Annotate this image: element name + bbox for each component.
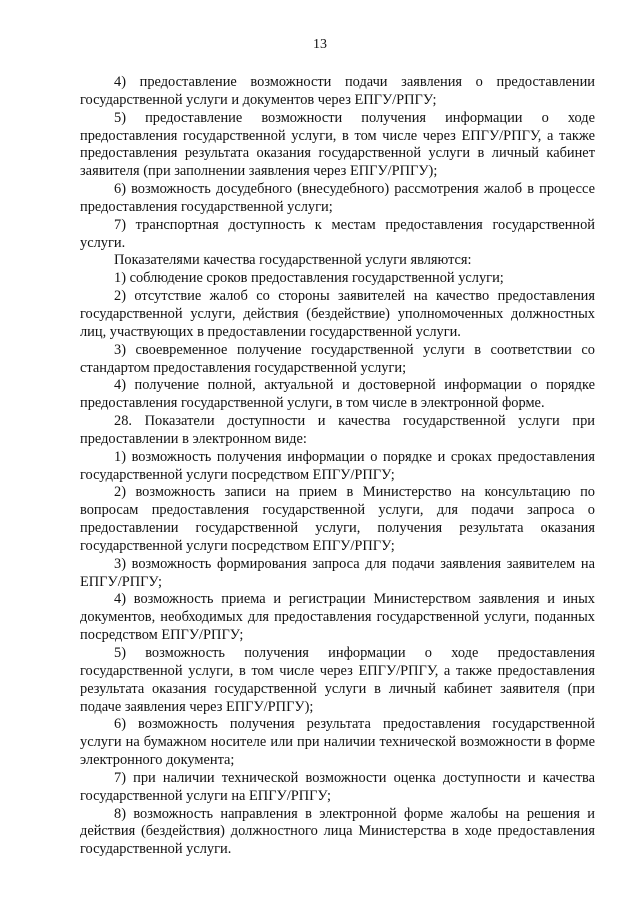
paragraph-28-5-progress-info: 5) возможность получения информации о ходе предоставления государственной услуги, в том числе через ЕПГУ/РПГУ, а также предоставления результата оказания государственной услуги в личный кабинет заявителя (при подаче заявления через ЕПГУ/РПГУ); xyxy=(80,645,595,715)
paragraph-item-6-pretrial-complaints: 6) возможность досудебного (внесудебного) рассмотрения жалоб в процессе предоставления государственной услуги; xyxy=(80,181,595,215)
paragraph-28-1-info-procedure: 1) возможность получения информации о порядке и сроках предоставления государственной услуги посредством ЕПГУ/РПГУ; xyxy=(80,448,595,483)
paragraph-quality-3-timely-receipt: 3) своевременное получение государственной услуги в соответствии со стандартом предоставления государственной услуги; xyxy=(80,341,595,376)
paragraph-quality-4-full-info: 4) получение полной, актуальной и достоверной информации о порядке предоставления государственной услуги, в том числе в электронной форме. xyxy=(80,377,595,412)
paragraph-28-2-appointment: 2) возможность записи на прием в Министерство на консультацию по вопросам предоставления государственной услуги, для подачи запроса о предоставлении государственной услуги, получения результата оказания государственной услуги посредством ЕПГУ/РПГУ; xyxy=(80,484,595,554)
paragraph-quality-2-no-complaints: 2) отсутствие жалоб со стороны заявителей на качество предоставления государственной услуги, действия (бездействие) уполномоченных должностных лиц, участвующих в предоставлении государственной услуги. xyxy=(80,288,595,340)
paragraph-item-4-epgu-application: 4) предоставление возможности подачи заявления о предоставлении государственной услуги и документов через ЕПГУ/РПГУ; xyxy=(80,74,595,108)
paragraph-section-28-heading: 28. Показатели доступности и качества государственной услуги при предоставлении в электронном виде: xyxy=(80,413,595,447)
paragraph-28-6-paper-result: 6) возможность получения результата предоставления государственной услуги на бумажном носителе или при наличии технической возможности в форме электронного документа; xyxy=(80,716,595,769)
paragraph-28-4-registration: 4) возможность приема и регистрации Министерством заявления и иных документов, необходимых для предоставления государственной услуги, поданных посредством ЕПГУ/РПГУ; xyxy=(80,591,595,644)
paragraph-item-5-progress-info: 5) предоставление возможности получения информации о ходе предоставления государственной услуги, в том числе через ЕПГУ/РПГУ, а также предоставления результата оказания государственной услуги в личный кабинет заявителя (при заполнении заявления через ЕПГУ/РПГУ); xyxy=(80,109,595,180)
document-body xyxy=(80,74,595,859)
paragraph-quality-indicators-heading: Показателями качества государственной услуги являются: xyxy=(114,252,472,269)
paragraph-28-7-quality-rating: 7) при наличии технической возможности оценка доступности и качества государственной услуги на ЕПГУ/РПГУ; xyxy=(80,769,595,804)
page-number: 13 xyxy=(313,37,327,52)
paragraph-28-3-request-forming: 3) возможность формирования запроса для подачи заявления заявителем на ЕПГУ/РПГУ; xyxy=(80,555,595,590)
paragraph-28-8-electronic-complaint: 8) возможность направления в электронной форме жалобы на решения и действия (бездействия) должностного лица Министерства в ходе предоставления государственной услуги. xyxy=(80,805,595,858)
paragraph-quality-1-deadlines: 1) соблюдение сроков предоставления государственной услуги; xyxy=(114,270,504,287)
paragraph-item-7-transport-access: 7) транспортная доступность к местам предоставления государственной услуги. xyxy=(80,216,595,251)
